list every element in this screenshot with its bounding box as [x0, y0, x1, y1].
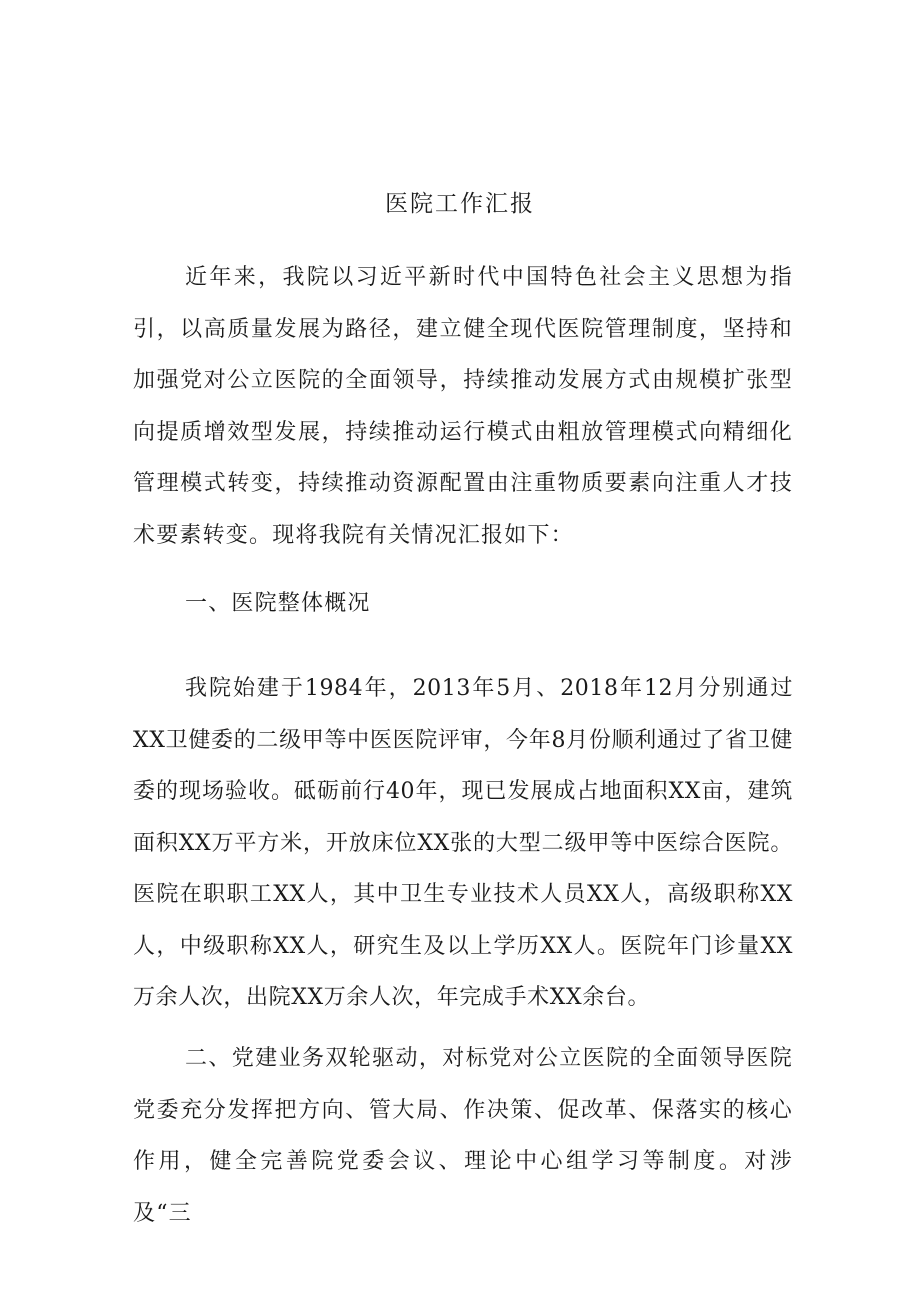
document-title: 医院工作汇报 — [385, 191, 535, 217]
intro-paragraph: 近年来，我院以习近平新时代中国特色社会主义思想为指引，以高质量发展为路径，建立健全现代医院管理制度，坚持和加强党对公立医院的全面领导，持续推动发展方式由规模扩张型向提质增效型发展，持续推动运行模式由粗放管理模式向精细化管理模式转变，持续推动资源配置由注重物质要素向注重人才技术要素转变。现将我院有关情况汇报如下： — [133, 265, 793, 548]
section-2-paragraph: 二、党建业务双轮驱动，对标党对公立医院的全面领导医院党委充分发挥把方向、管大局、作决策、促改革、保落实的核心作用，健全完善院党委会议、理论中心组学习等制度。对涉及“三 — [133, 1046, 793, 1226]
section-heading-overview: 一、医院整体概况 — [185, 591, 371, 616]
overview-paragraph: 我院始建于1984年，2013年5月、2018年12月分别通过XX卫健委的二级甲等中医医院评审，今年8月份顺利通过了省卫健委的现场验收。砥砺前行40年，现已发展成占地面积XX亩，建筑面积XX万平方米，开放床位XX张的大型二级甲等中医综合医院。医院在职职工XX人，其中卫生专业技术人员XX人，高级职称XX人，中级职称XX人，研究生及以上学历XX人。医院年门诊量XX万余人次，出院XX万余人次，年完成手术XX余台。 — [133, 676, 793, 1010]
